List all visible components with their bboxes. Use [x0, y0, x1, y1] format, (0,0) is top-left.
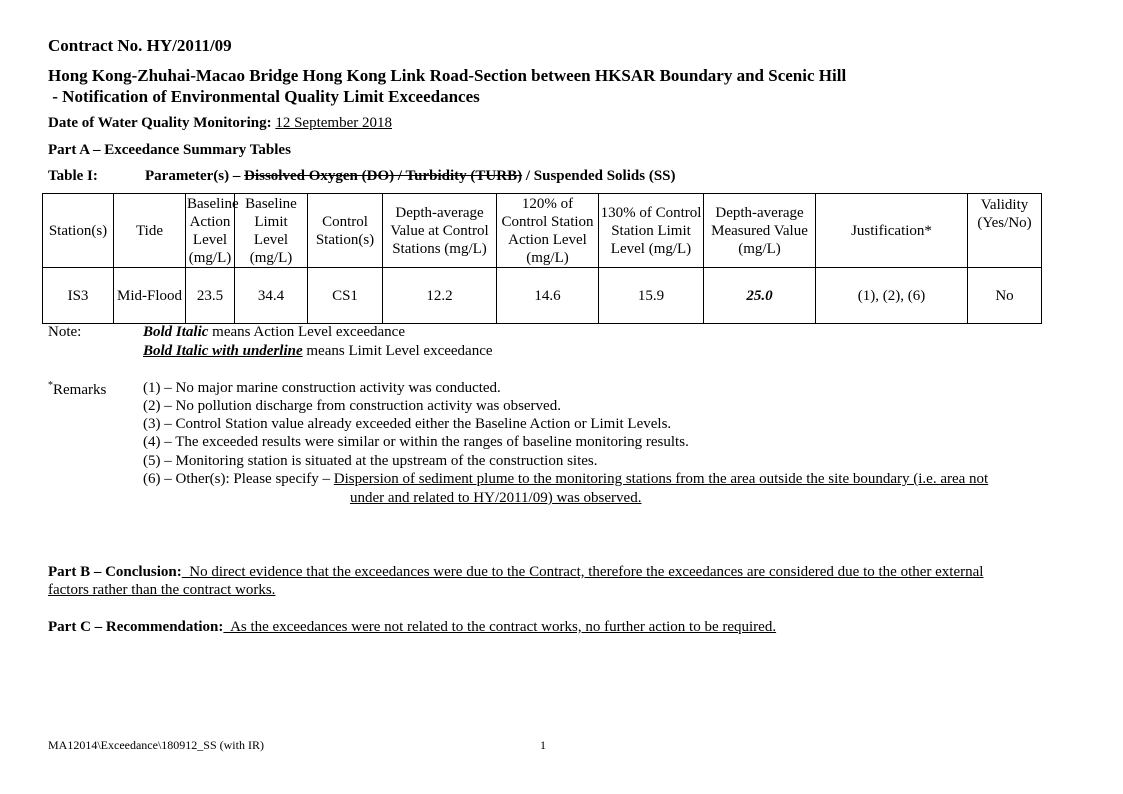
monitoring-date-value: 12 September 2018 [275, 115, 392, 131]
table-cell: 12.2 [383, 268, 497, 324]
parameter-struck: Dissolved Oxygen (DO) / Turbidity (TURB) [244, 168, 523, 184]
table-cell: Mid-Flood [114, 268, 186, 324]
remark-item: (1) – No major marine construction activity was conducted. [143, 380, 501, 396]
remark6-line2: under and related to HY/2011/09) was observed. [350, 490, 642, 506]
remark-item-other [143, 471, 988, 488]
note1-text: means Action Level exceedance [208, 324, 405, 340]
contract-number: Contract No. HY/2011/09 [48, 36, 232, 55]
footer-file-path: MA12014\Exceedance\180912_SS (with IR) [48, 738, 264, 752]
note1-emphasis: Bold Italic [143, 324, 209, 340]
part-b-text: No direct evidence that the exceedances were due to the Contract, therefore the exceedances are considered due to the other external [181, 564, 984, 580]
remark6-line1: Dispersion of sediment plume to the monitoring stations from the area outside the site boundary (i.e. area not [333, 471, 989, 487]
table-label: Table I: [48, 168, 98, 184]
remarks-asterisk: * [48, 380, 53, 391]
note2-text: means Limit Level exceedance [302, 343, 493, 359]
note-label: Note: [48, 324, 82, 340]
table-cell: 15.9 [599, 268, 704, 324]
note-limit-level [143, 343, 493, 360]
header-cell: Depth-average Measured Value (mg/L) [704, 194, 816, 268]
header-cell: 120% of Control Station Action Level (mg/L) [497, 194, 599, 268]
header-cell: Control Station(s) [308, 194, 383, 268]
table-cell: IS3 [43, 268, 114, 324]
part-a-heading: Part A – Exceedance Summary Tables [48, 142, 291, 158]
table-row [43, 268, 1042, 324]
remark-item: (3) – Control Station value already exceeded either the Baseline Action or Limit Levels. [143, 416, 672, 432]
table-cell: (1), (2), (6) [816, 268, 968, 324]
header-cell: Baseline Limit Level (mg/L) [235, 194, 308, 268]
note2-emphasis: Bold Italic with underline [143, 343, 303, 359]
footer-page-number: 1 [540, 738, 546, 752]
document-title: Hong Kong-Zhuhai-Macao Bridge Hong Kong Link Road-Section between HKSAR Boundary and Scenic Hill [48, 66, 847, 85]
header-cell: Depth-average Value at Control Stations (mg/L) [383, 194, 497, 268]
remark-item: (5) – Monitoring station is situated at the upstream of the construction sites. [143, 453, 598, 469]
note-action-level [143, 324, 405, 341]
parameter-active: / Suspended Solids (SS) [522, 168, 676, 184]
parameter-prefix: Parameter(s) – [145, 168, 245, 184]
part-b-conclusion [48, 564, 983, 581]
table-caption [48, 168, 676, 185]
part-b-label: Part B – Conclusion: [48, 564, 182, 580]
monitoring-date-line [48, 115, 392, 132]
measured-value-cell: 25.0 [704, 268, 816, 324]
remarks-label-text: Remarks [53, 382, 107, 398]
parameter-line [145, 168, 676, 185]
header-cell: Station(s) [43, 194, 114, 268]
part-c-text: As the exceedances were not related to the contract works, no further action to be required. [223, 619, 777, 635]
table-cell: 23.5 [186, 268, 235, 324]
table-cell: CS1 [308, 268, 383, 324]
header-cell: Baseline Action Level (mg/L) [187, 195, 239, 266]
header-cell: Justification* [816, 194, 968, 268]
document-subtitle: - Notification of Environmental Quality Limit Exceedances [48, 87, 480, 106]
monitoring-date-label: Date of Water Quality Monitoring: [48, 115, 272, 131]
remarks-label [48, 380, 106, 399]
table-cell: 14.6 [497, 268, 599, 324]
table-header-row [43, 194, 1042, 268]
exceedance-summary-table [42, 193, 1042, 324]
part-b-text-continued: factors rather than the contract works. [48, 582, 276, 598]
table-cell: No [968, 268, 1042, 324]
header-cell: 130% of Control Station Limit Level (mg/L) [599, 194, 704, 268]
header-cell: Tide [114, 194, 186, 268]
part-c-label: Part C – Recommendation: [48, 619, 224, 635]
table-cell: 34.4 [235, 268, 308, 324]
part-c-recommendation [48, 619, 776, 636]
remark-item: (2) – No pollution discharge from construction activity was observed. [143, 398, 561, 414]
remark-item: (4) – The exceeded results were similar or within the ranges of baseline monitoring results. [143, 434, 689, 450]
header-cell: Validity (Yes/No) [968, 194, 1042, 268]
remark6-prefix: (6) – Other(s): Please specify – [143, 471, 334, 487]
